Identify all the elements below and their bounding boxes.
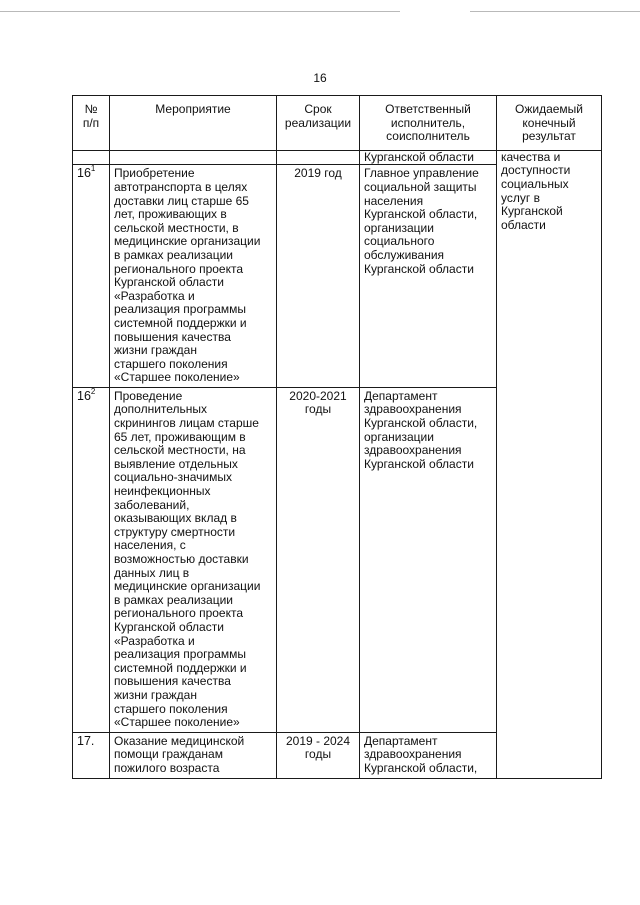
cell-term: 2020-2021 годы <box>277 387 360 732</box>
cell-num <box>73 150 110 165</box>
row-number-superscript: 1 <box>90 164 96 174</box>
cell-num <box>73 732 110 778</box>
row-number-superscript: 2 <box>90 386 96 396</box>
cell-responsible: Курганской области <box>360 150 497 165</box>
cell-event <box>110 150 277 165</box>
row-number: 16 <box>77 388 91 403</box>
header-result: Ожидаемый конечный результат <box>497 96 602 151</box>
events-table <box>72 95 602 779</box>
table-header-row <box>73 96 602 151</box>
header-event: Мероприятие <box>110 96 277 151</box>
scan-edge-line-left <box>0 11 400 12</box>
cell-responsible: Главное управление социальной защиты населения Курганской области, организации социального обслуживания Курганской области <box>360 165 497 388</box>
cell-event: Проведение дополнительных скринингов лицам старше 65 лет, проживающим в сельской местности, на выявление отдельных социально-значимых неинфекционных заболеваний, оказывающих вклад в структуру смертности населения, с возможностью доставки данных лиц в медицинские организации в рамках реализации регионального проекта Курганской области «Разработка и реализация программы системной поддержки и повышения качества жизни граждан старшего поколения «Старшее поколение» <box>110 387 277 732</box>
cell-term <box>277 150 360 165</box>
cell-num <box>73 165 110 388</box>
cell-responsible: Департамент здравоохранения Курганской области, <box>360 732 497 778</box>
row-number: 16 <box>77 166 91 181</box>
cell-term: 2019 - 2024 годы <box>277 732 360 778</box>
table-row-continuation <box>73 150 602 165</box>
cell-event: Приобретение автотранспорта в целях доставки лиц старше 65 лет, проживающих в сельской местности, в медицинские организации в рамках реализации регионального проекта Курганской области «Разработка и реализация программы системной поддержки и повышения качества жизни граждан старшего поколения «Старшее поколение» <box>110 165 277 388</box>
cell-responsible: Департамент здравоохранения Курганской области, организации здравоохранения Курганской области <box>360 387 497 732</box>
header-responsible: Ответственный исполнитель, соисполнитель <box>360 96 497 151</box>
page-number: 16 <box>313 71 327 85</box>
scan-edge-line-right <box>470 11 640 12</box>
header-num: № п/п <box>73 96 110 151</box>
cell-num <box>73 387 110 732</box>
header-term: Срок реализации <box>277 96 360 151</box>
cell-event: Оказание медицинской помощи гражданам пожилого возраста <box>110 732 277 778</box>
cell-term: 2019 год <box>277 165 360 388</box>
cell-result: качества и доступности социальных услуг в Курганской области <box>497 150 602 778</box>
row-number: 17. <box>77 733 95 748</box>
